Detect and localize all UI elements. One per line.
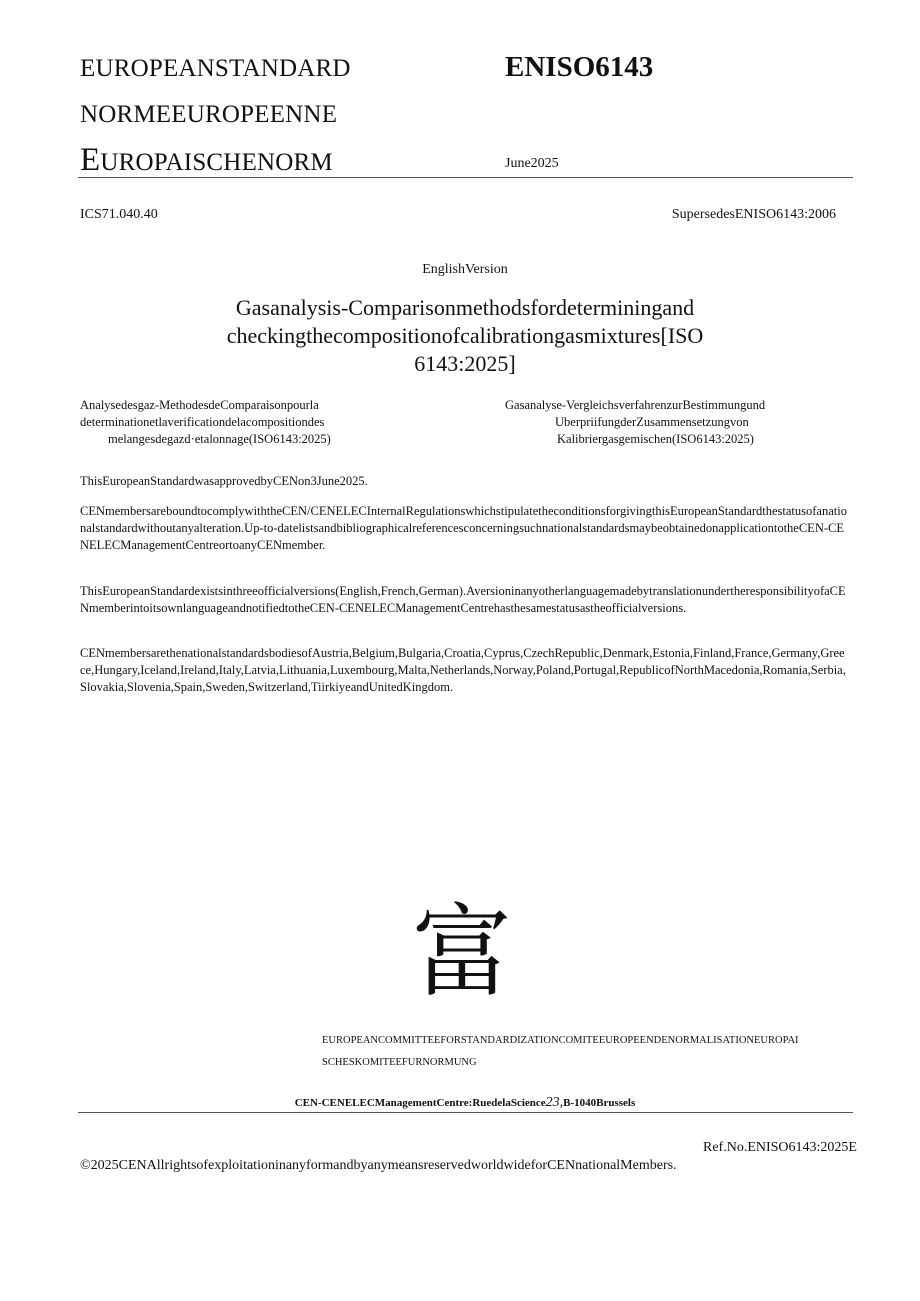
members-paragraph: CENmembersarethenationalstandardsbodiesofAustria,Belgium,Bulgaria,Croatia,Cyprus,CzechRepublic,Denmark,Estonia,Finland,France,Germany,Greece,Hungary,Iceland,Ireland,Italy,Latvia,Lithuania,Luxembourg,Malta,Netherlands,Norway,Poland,Portugal,RepublicofNorthMacedonia,Romania,Serbia,Slovakia,Slovenia,Spain,Sweden,Switzerland,TiirkiyeandUnitedKingdom. bbox=[80, 646, 846, 694]
german-title bbox=[505, 397, 865, 448]
approval-paragraph: ThisEuropeanStandardwasapprovedbyCENon3June2025. bbox=[80, 474, 368, 488]
versions-paragraph: ThisEuropeanStandardexistsinthreeofficialversions(English,French,German).AversioninanyotherlanguagemadebytranslationundertheresponsibilityofaCENmemberintoitsownlanguageandnotifiedtotheCEN-CENELECManagementCentrehasthesamestatusastheofficialversions. bbox=[80, 584, 846, 615]
management-address bbox=[0, 1095, 920, 1111]
compliance-paragraph: CENmembersareboundtocomplywiththeCEN/CENELECInternalRegulationswhichstipulatetheconditionsforgivingthisEuropeanStandardthestatusofanationalstandardwithoutanyalteration.Up-to-datelistsandbibliographicalreferencesconcerningsuchnationalstandardsmaybeobtainedonapplicationtotheCEN-CENELECManagementCentreortoanyCENmember. bbox=[80, 504, 847, 552]
copyright-notice: ©2025CENAllrightsofexploitationinanyformandbyanymeansreservedworldwideforCENnationalMembers. bbox=[80, 1158, 677, 1173]
address-number: 23, bbox=[545, 1095, 564, 1110]
committee-line-1: EUROPEANCOMMITTEEFORSTANDARDIZATIONCOMITEEUROPEENDENORMALISATIONEUROPAI bbox=[322, 1035, 799, 1046]
standard-number: ENISO6143 bbox=[505, 51, 654, 83]
header-line-german-rest: UROPAISCHENORM bbox=[100, 149, 333, 176]
german-title-line: Gasanalyse-VergleichsverfahrenzurBestimmungund bbox=[505, 398, 766, 412]
ics-code: ICS71.040.40 bbox=[80, 207, 158, 222]
language-version: EnglishVersion bbox=[422, 262, 508, 277]
committee-line-2: SCHESKOMITEEFURNORMUNG bbox=[322, 1057, 477, 1068]
header-line-german bbox=[80, 142, 333, 179]
supersedes-note: SupersedesENISO6143:2006 bbox=[671, 207, 836, 222]
document-title bbox=[120, 294, 810, 378]
footer-rule bbox=[78, 1112, 853, 1113]
title-line-3: 6143:2025] bbox=[414, 351, 516, 376]
header-line-english: EUROPEANSTANDARD bbox=[80, 55, 351, 82]
german-title-line: UberpriifungderZusammensetzungvon bbox=[555, 415, 749, 429]
header-initial: E bbox=[80, 142, 101, 178]
french-title-line: Analysedesgaz-MethodesdeComparaisonpourla bbox=[80, 398, 319, 412]
reference-number: Ref.No.ENISO6143:2025E bbox=[703, 1140, 857, 1155]
french-title-line: melangesdegazd·etalonnage(ISO6143:2025) bbox=[108, 432, 331, 446]
title-line-2: checkingthecompositionofcalibrationgasmixtures[ISO bbox=[226, 323, 704, 348]
address-suffix: B-1040Brussels bbox=[563, 1097, 636, 1109]
header-line-french: NORMEEUROPEENNE bbox=[80, 101, 338, 128]
header-rule bbox=[78, 177, 853, 178]
publication-date: June2025 bbox=[505, 156, 559, 171]
address-prefix: CEN-CENELECManagementCentre:RuedelaScience bbox=[294, 1097, 546, 1109]
cen-logo: 富 bbox=[412, 894, 512, 1011]
french-title bbox=[80, 397, 410, 448]
committee-name bbox=[322, 1030, 799, 1074]
title-line-1: Gasanalysis-Comparisonmethodsfordeterminingand bbox=[235, 295, 695, 320]
german-title-line: Kalibriergasgemischen(ISO6143:2025) bbox=[557, 432, 754, 446]
french-title-line: determinationetlaverificationdelacompositiondes bbox=[80, 415, 325, 429]
